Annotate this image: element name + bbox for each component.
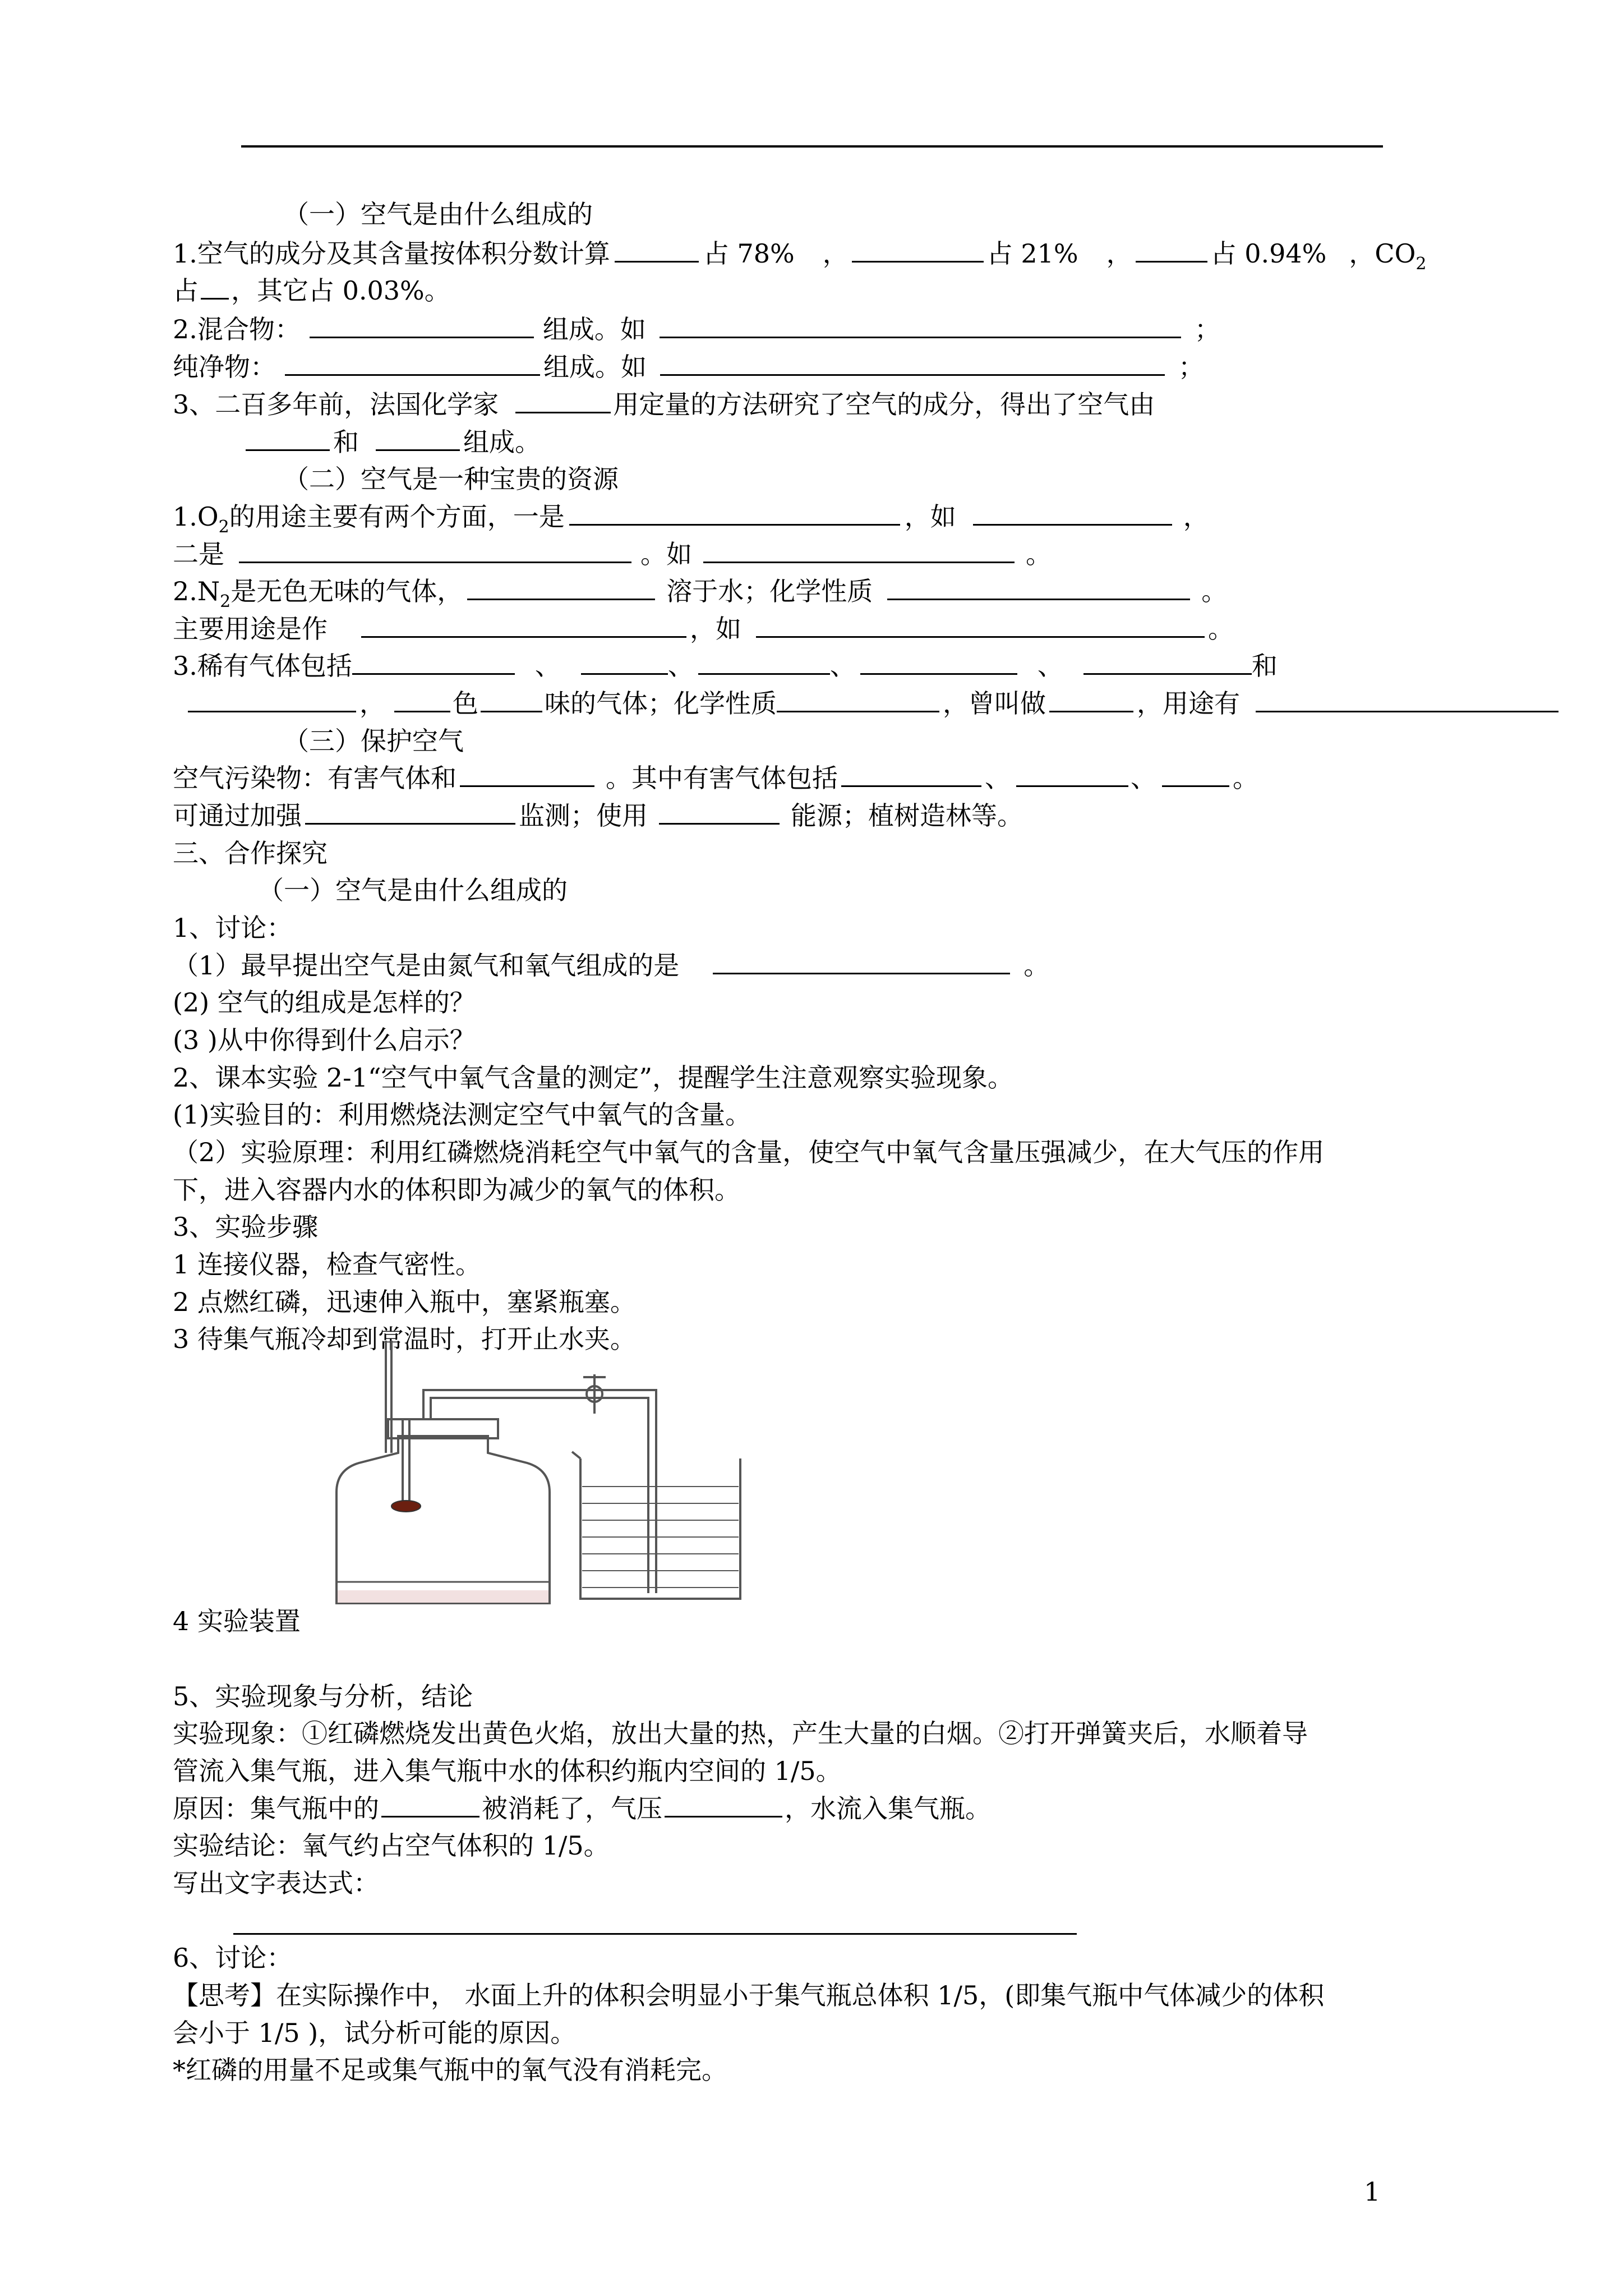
blank[interactable] [665, 1791, 782, 1818]
blank[interactable] [201, 273, 229, 300]
phenomenon-line1: 实验现象：①红磷燃烧发出黄色火焰，放出大量的热，产生大量的白烟。②打开弹簧夹后，水顺着导 [173, 1718, 1308, 1749]
blank[interactable] [515, 387, 611, 413]
blank[interactable] [660, 349, 1165, 376]
section-title-composition: （一）空气是由什么组成的 [283, 199, 593, 229]
question-mixture: 2.混合物： 组成。如 ； [173, 311, 1220, 347]
phenomenon-line2: 管流入集气瓶，进入集气瓶中水的体积约瓶内空间的 1/5。 [173, 1756, 842, 1786]
blank[interactable] [460, 761, 594, 787]
subsection-title: （一）空气是由什么组成的 [258, 875, 568, 905]
experiment-intro: 2、课本实验 2-1“空气中氧气含量的测定”，提醒学生注意观察实验现象。 [173, 1062, 1013, 1093]
question-nitrogen: $2.N_2$是无色无味的气体， 溶于水；化学性质 。 [173, 573, 1227, 613]
question-rare-gases: 3.稀有气体包括 、 、 、 、 和 [173, 648, 1278, 684]
experiment-purpose: (1)实验目的：利用燃烧法测定空气中氧气的含量。 [173, 1099, 751, 1130]
discussion-item-1: （1）最早提出空气是由氮气和氧气组成的是 。 [173, 947, 1049, 983]
blank[interactable] [467, 574, 655, 600]
experiment-principle-line1: （2）实验原理：利用红磷燃烧消耗空气中氧气的含量，使空气中氧气含量压强减少，在大气压的作用 [173, 1137, 1325, 1167]
section-title-resource: （二）空气是一种宝贵的资源 [283, 464, 619, 494]
blank[interactable] [1256, 686, 1559, 712]
think-line2: 会小于 1/5 )，试分析可能的原因。 [173, 2018, 577, 2048]
part-three-heading: 三、合作探究 [173, 838, 328, 868]
steps-heading: 3、实验步骤 [173, 1212, 319, 1242]
blank[interactable] [659, 798, 780, 825]
blank[interactable] [887, 574, 1190, 600]
blank[interactable] [376, 425, 460, 451]
blank[interactable] [352, 648, 515, 675]
discussion-item-2: (2) 空气的组成是怎样的？ [173, 987, 476, 1018]
blank[interactable] [361, 611, 686, 638]
write-expression-label: 写出文字表达式： [173, 1868, 379, 1898]
question-pure-substance: 纯净物： 组成。如 ； [173, 349, 1204, 385]
step-1: 1 连接仪器，检查气密性。 [173, 1249, 481, 1280]
question-oxygen-uses-line2: 二是 。如 。 [173, 536, 1052, 572]
question-protection: 可通过加强 监测；使用 能源；植树造林等。 [173, 798, 1023, 834]
question-co2-line: 占 ，其它占 0.03%。 [173, 273, 450, 309]
blank[interactable] [841, 761, 981, 787]
section-title-protect: （三）保护空气 [283, 726, 464, 756]
blank[interactable] [1136, 236, 1207, 263]
question-oxygen-uses: $1.O_2$的用途主要有两个方面，一是 ，如 ， [173, 499, 1209, 539]
blank[interactable] [973, 499, 1172, 526]
results-heading: 5、实验现象与分析，结论 [173, 1681, 473, 1711]
blank[interactable] [188, 686, 356, 712]
conclusion-line: 实验结论：氧气约占空气体积的 1/5。 [173, 1830, 610, 1861]
answer-line[interactable] [233, 1933, 1077, 1935]
experiment-principle-line2: 下，进入容器内水的体积即为减少的氧气的体积。 [173, 1175, 740, 1205]
blank[interactable] [239, 537, 631, 563]
blank[interactable] [1016, 761, 1128, 787]
blank[interactable] [310, 312, 534, 338]
step-3: 3 待集气瓶冷却到常温时，打开止水夹。 [173, 1324, 636, 1354]
header-rule [241, 145, 1383, 148]
discussion-heading: 1、讨论： [173, 913, 293, 943]
page-number: 1 [1364, 2177, 1381, 2207]
blank[interactable] [1083, 648, 1252, 675]
question-lavoisier-line2: 和 组成。 [246, 424, 541, 460]
blank[interactable] [305, 798, 515, 825]
discussion-6-heading: 6、讨论： [173, 1943, 293, 1973]
reason-line: 原因：集气瓶中的 被消耗了，气压 ，水流入集气瓶。 [173, 1791, 991, 1826]
blank[interactable] [860, 648, 1017, 675]
blank[interactable] [777, 686, 939, 712]
blank[interactable] [246, 425, 330, 451]
discussion-item-3: (3 )从中你得到什么启示？ [173, 1025, 476, 1055]
step-2: 2 点燃红磷，迅速伸入瓶中，塞紧瓶塞。 [173, 1287, 636, 1317]
blank[interactable] [394, 686, 450, 712]
blank[interactable] [698, 648, 830, 675]
question-nitrogen-line2: 主要用途是作 ，如 。 [173, 611, 1234, 647]
blank[interactable] [756, 611, 1205, 638]
question-pollutants: 空气污染物：有害气体和 。其中有害气体包括 、 、 。 [173, 760, 1258, 796]
blank[interactable] [852, 236, 984, 263]
answer-text: *红磷的用量不足或集气瓶中的氧气没有消耗完。 [173, 2055, 727, 2085]
think-line1: 【思考】在实际操作中， 水面上升的体积会明显小于集气瓶总体积 1/5，(即集气瓶中气体减少的体积 [173, 1980, 1325, 2010]
blank[interactable] [660, 312, 1181, 338]
apparatus-diagram [303, 1335, 796, 1604]
blank[interactable] [1162, 761, 1229, 787]
blank[interactable] [569, 499, 900, 526]
blank[interactable] [615, 236, 699, 263]
question-air-composition: 1.空气的成分及其含量按体积分数计算 占 78% ， 占 21% ， 占 0.94% ，$CO_2$ [173, 236, 1426, 275]
blank[interactable] [713, 948, 1010, 974]
question-rare-gases-line2: ， 色 味的气体；化学性质 ，曾叫做 ，用途有 [188, 685, 1559, 721]
blank[interactable] [381, 1791, 479, 1818]
blank[interactable] [285, 349, 540, 376]
blank[interactable] [1049, 686, 1133, 712]
blank[interactable] [481, 686, 542, 712]
question-lavoisier: 3、二百多年前，法国化学家 用定量的方法研究了空气的成分，得出了空气由 [173, 386, 1155, 422]
blank[interactable] [581, 648, 668, 675]
step-4: 4 实验装置 [173, 1606, 301, 1636]
blank[interactable] [703, 537, 1015, 563]
